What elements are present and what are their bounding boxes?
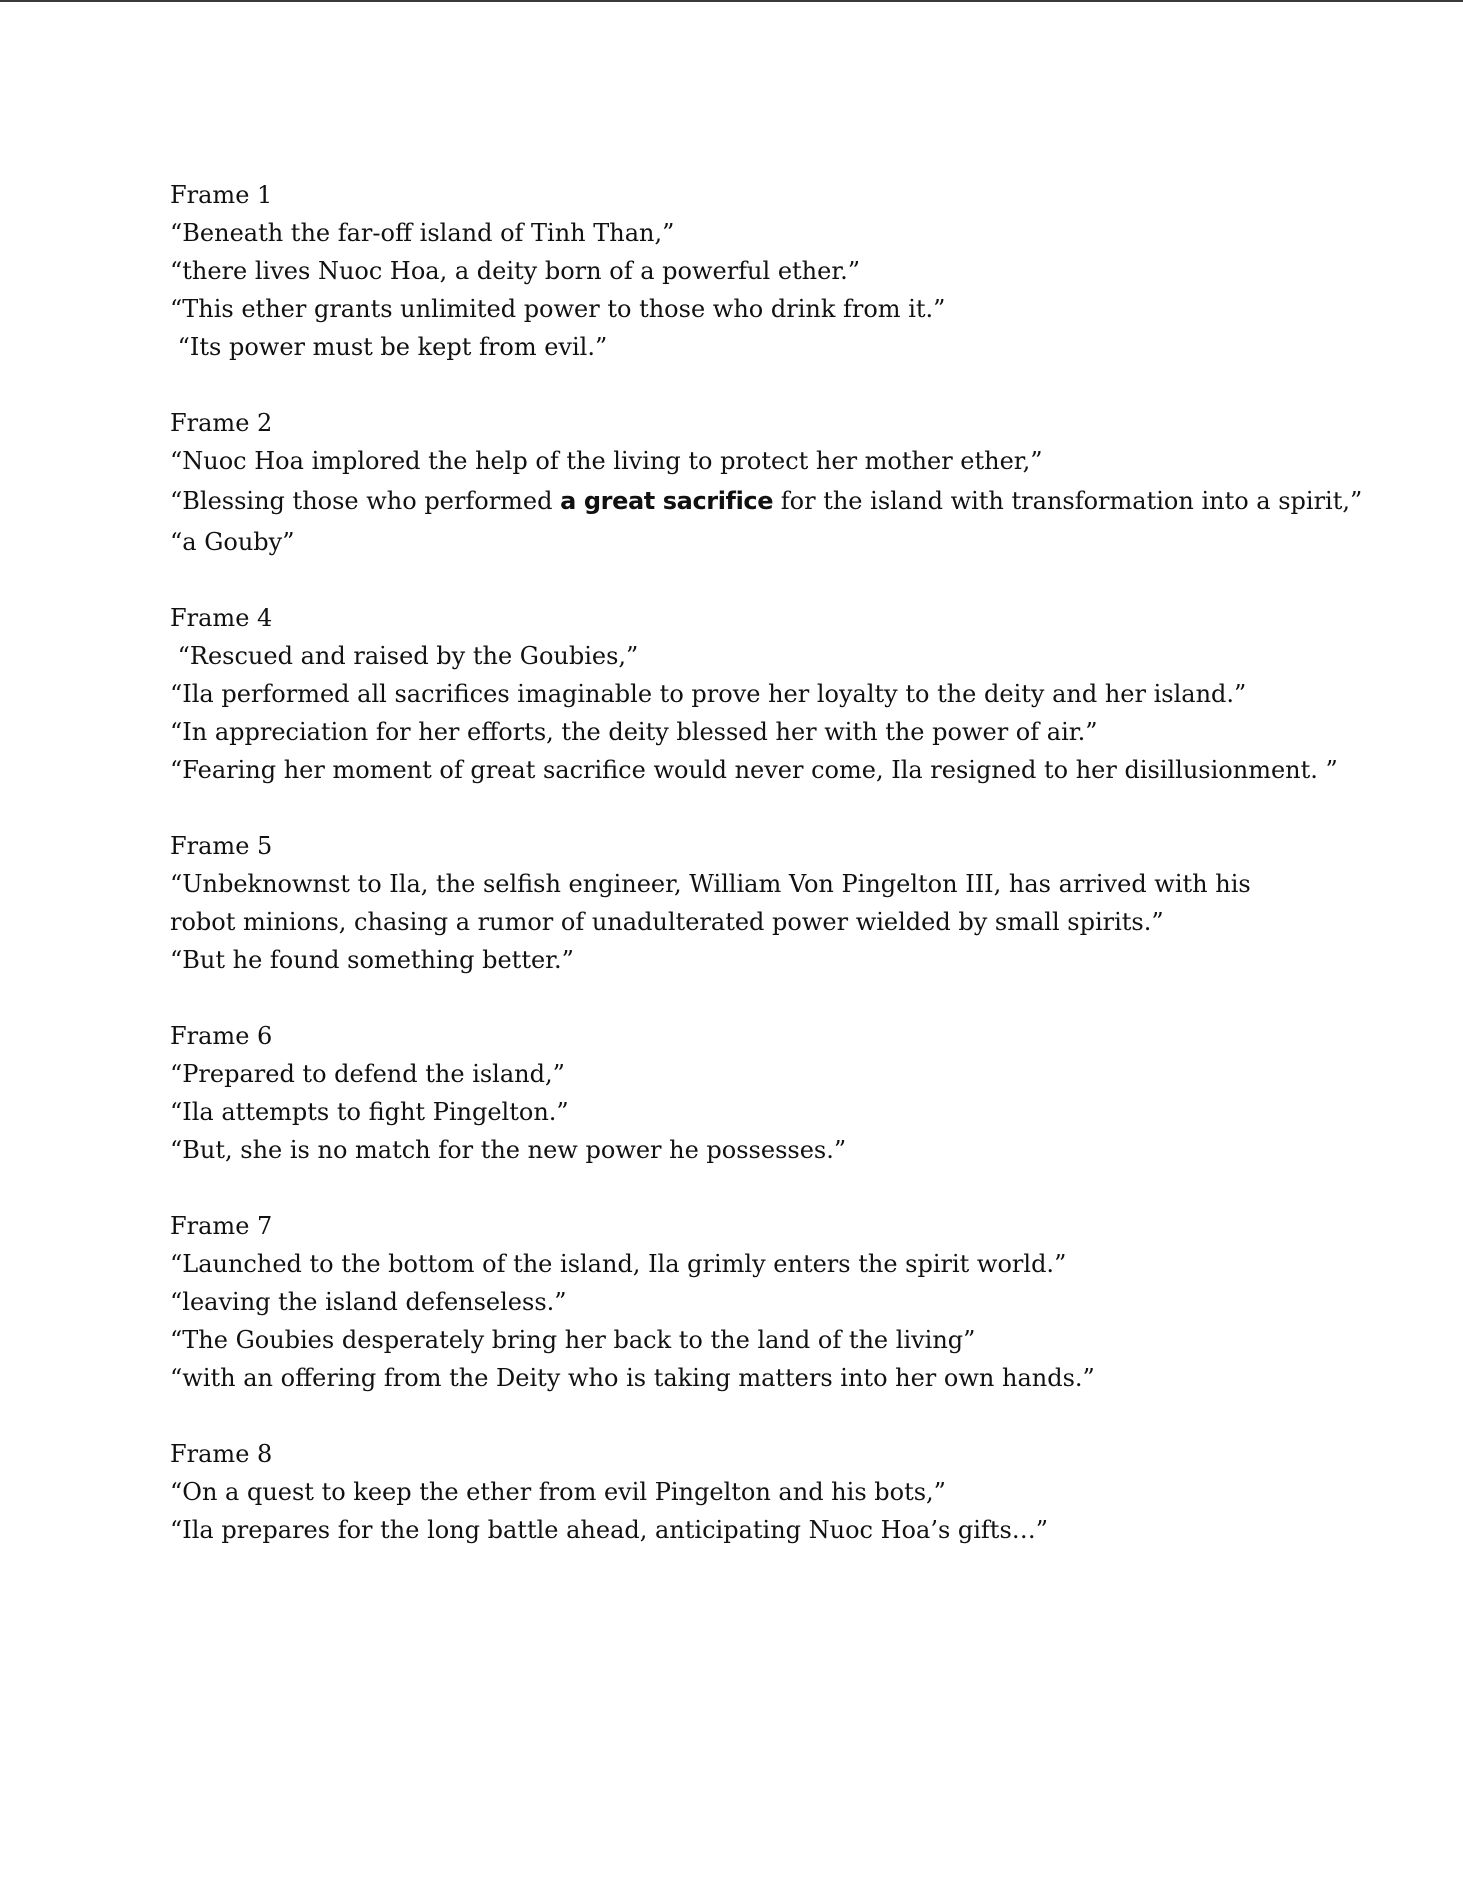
frame-2-heading: Frame 2 bbox=[170, 409, 273, 437]
frame-8-section bbox=[170, 1435, 1410, 1549]
frame-7-heading: Frame 7 bbox=[170, 1212, 273, 1240]
document-page bbox=[170, 176, 1410, 1587]
frame-4-line-4: “Fearing her moment of great sacrifice would never come, Ila resigned to her disillusionment. ” bbox=[170, 756, 1338, 784]
page-top-border bbox=[0, 0, 1463, 2]
frame-8-line-1: “On a quest to keep the ether from evil Pingelton and his bots,” bbox=[170, 1478, 946, 1506]
frame-6-section bbox=[170, 1017, 1410, 1169]
frame-2-bold-phrase: a great sacrifice bbox=[560, 487, 774, 515]
frame-1-heading: Frame 1 bbox=[170, 181, 273, 209]
frame-1-line-1: “Beneath the far-off island of Tinh Than,” bbox=[170, 219, 675, 247]
frame-6-line-2: “Ila attempts to fight Pingelton.” bbox=[170, 1098, 569, 1126]
frame-5-line-2: “But he found something better.” bbox=[170, 946, 574, 974]
frame-2-section bbox=[170, 404, 1410, 561]
frame-5-line-1: “Unbeknownst to Ila, the selfish engineer, William Von Pingelton III, has arrived with his robot minions, chasing a rumor of unadulterated power wielded by small spirits.” bbox=[170, 870, 1251, 936]
frame-5-section bbox=[170, 827, 1410, 979]
frame-4-line-2: “Ila performed all sacrifices imaginable to prove her loyalty to the deity and her island.” bbox=[170, 680, 1247, 708]
frame-4-line-1: “Rescued and raised by the Goubies,” bbox=[170, 642, 639, 670]
frame-1-section bbox=[170, 176, 1410, 366]
frame-2-line-2-start: “Blessing those who performed bbox=[170, 487, 561, 515]
frame-1-line-3: “This ether grants unlimited power to those who drink from it.” bbox=[170, 295, 946, 323]
frame-7-section bbox=[170, 1207, 1410, 1397]
frame-5-heading: Frame 5 bbox=[170, 832, 273, 860]
frame-2-line-2-end: for the island with transformation into a spirit,” bbox=[773, 487, 1363, 515]
frame-1-line-4: “Its power must be kept from evil.” bbox=[170, 333, 608, 361]
frame-6-heading: Frame 6 bbox=[170, 1022, 273, 1050]
frame-2-line-2 bbox=[170, 480, 1410, 523]
frame-2-line-1: “Nuoc Hoa implored the help of the living to protect her mother ether,” bbox=[170, 447, 1043, 475]
frame-7-line-2: “leaving the island defenseless.” bbox=[170, 1288, 567, 1316]
frame-7-line-3: “The Goubies desperately bring her back to the land of the living” bbox=[170, 1326, 976, 1354]
frame-4-heading: Frame 4 bbox=[170, 604, 273, 632]
frame-2-line-3: “a Gouby” bbox=[170, 528, 295, 556]
frame-4-section bbox=[170, 599, 1410, 789]
frame-6-line-1: “Prepared to defend the island,” bbox=[170, 1060, 565, 1088]
frame-7-line-1: “Launched to the bottom of the island, Ila grimly enters the spirit world.” bbox=[170, 1250, 1067, 1278]
frame-4-line-3: “In appreciation for her efforts, the deity blessed her with the power of air.” bbox=[170, 718, 1098, 746]
frame-1-line-2: “there lives Nuoc Hoa, a deity born of a powerful ether.” bbox=[170, 257, 861, 285]
frame-7-line-4: “with an offering from the Deity who is taking matters into her own hands.” bbox=[170, 1364, 1095, 1392]
frame-8-line-2: “Ila prepares for the long battle ahead, anticipating Nuoc Hoa’s gifts…” bbox=[170, 1516, 1049, 1544]
frame-8-heading: Frame 8 bbox=[170, 1440, 273, 1468]
frame-6-line-3: “But, she is no match for the new power he possesses.” bbox=[170, 1136, 847, 1164]
